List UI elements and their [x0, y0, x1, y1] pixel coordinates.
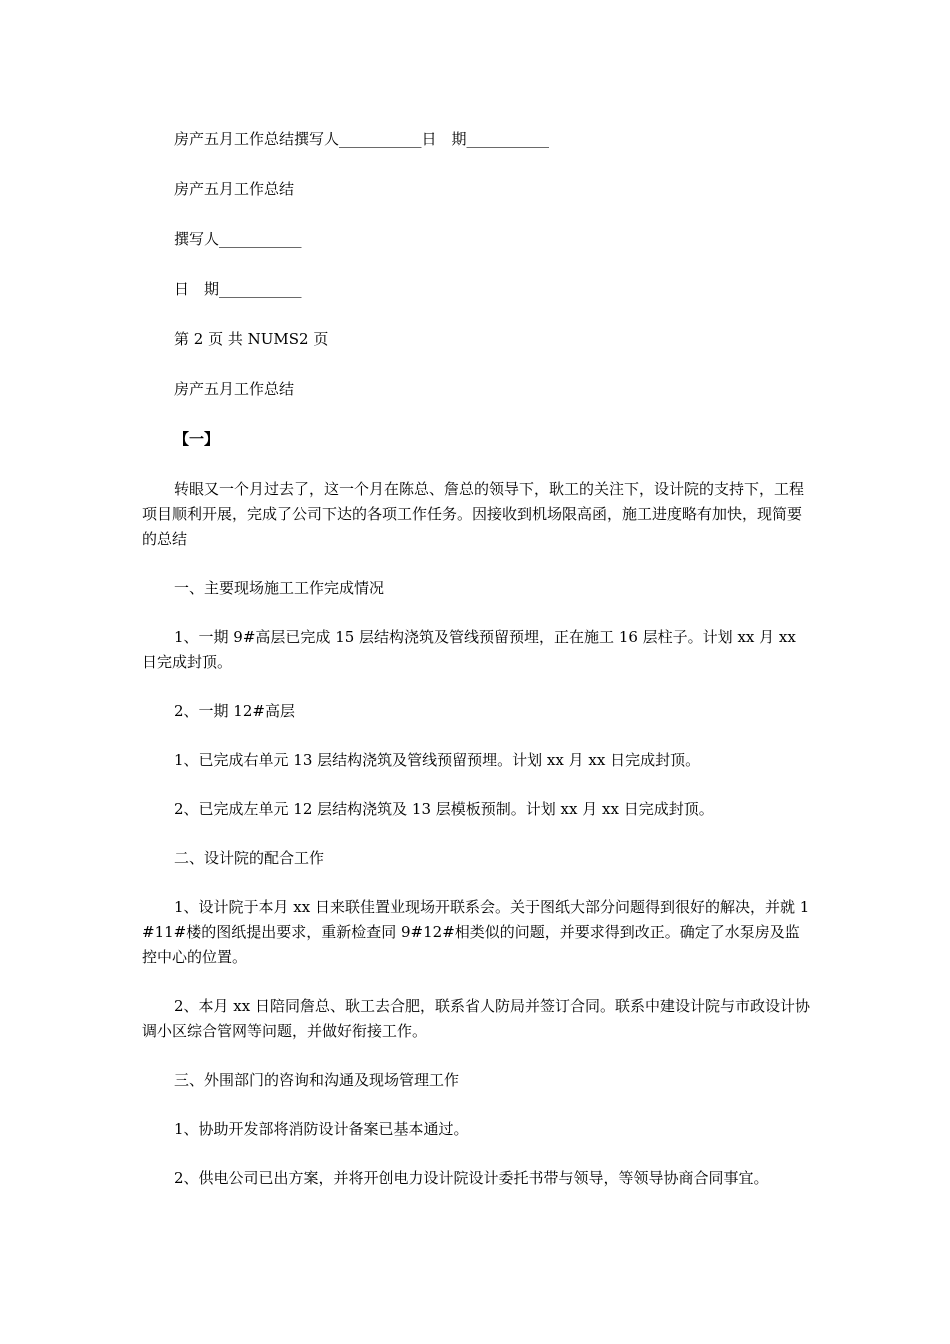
- paragraph-6: 2、本月 xx 日陪同詹总、耿工去合肥，联系省人防局并签订合同。联系中建设计院与市政设计协调小区综合管网等问题，并做好衔接工作。: [142, 997, 811, 1040]
- author-line: 撰写人___________: [174, 230, 302, 248]
- header-line: 房产五月工作总结撰写人___________日 期___________: [174, 130, 550, 148]
- paragraph-3: 1、已完成右单元 13 层结构浇筑及管线预留预埋。计划 xx 月 xx 日完成封顶。: [174, 751, 701, 769]
- section-marker: 【一】: [174, 430, 220, 448]
- paragraph-4: 2、已完成左单元 12 层结构浇筑及 13 层模板预制。计划 xx 月 xx 日完成封顶。: [174, 800, 714, 818]
- section-heading-1: 一、主要现场施工工作完成情况: [174, 579, 385, 597]
- intro-paragraph: 转眼又一个月过去了，这一个月在陈总、詹总的领导下，耿工的关注下，设计院的支持下，工程项目顺利开展，完成了公司下达的各项工作任务。因接收到机场限高函，施工进度略有加快，现简要的总结: [142, 480, 805, 548]
- paragraph-5: 1、设计院于本月 xx 日来联佳置业现场开联系会。关于图纸大部分问题得到很好的解决，并就 1#11#楼的图纸提出要求，重新检查同 9#12#相类似的问题，并要求得到改正。确定了水泵房及监控中心的位置。: [142, 898, 810, 966]
- section-heading-3: 三、外围部门的咨询和沟通及现场管理工作: [174, 1071, 460, 1089]
- paragraph-8: 2、供电公司已出方案，并将开创电力设计院设计委托书带与领导，等领导协商合同事宜。: [174, 1169, 769, 1187]
- paragraph-1: 1、一期 9#高层已完成 15 层结构浇筑及管线预留预埋，正在施工 16 层柱子。计划 xx 月 xx 日完成封顶。: [142, 628, 801, 671]
- section-heading-2: 二、设计院的配合工作: [174, 849, 325, 867]
- paragraph-2: 2、一期 12#高层: [174, 702, 295, 720]
- page-number-line: 第 2 页 共 NUMS2 页: [174, 330, 329, 348]
- document-body: [142, 127, 812, 1191]
- document-subtitle: 房产五月工作总结: [174, 380, 295, 398]
- paragraph-7: 1、协助开发部将消防设计备案已基本通过。: [174, 1120, 469, 1138]
- date-line: 日 期___________: [174, 280, 302, 298]
- document-title: 房产五月工作总结: [174, 180, 295, 198]
